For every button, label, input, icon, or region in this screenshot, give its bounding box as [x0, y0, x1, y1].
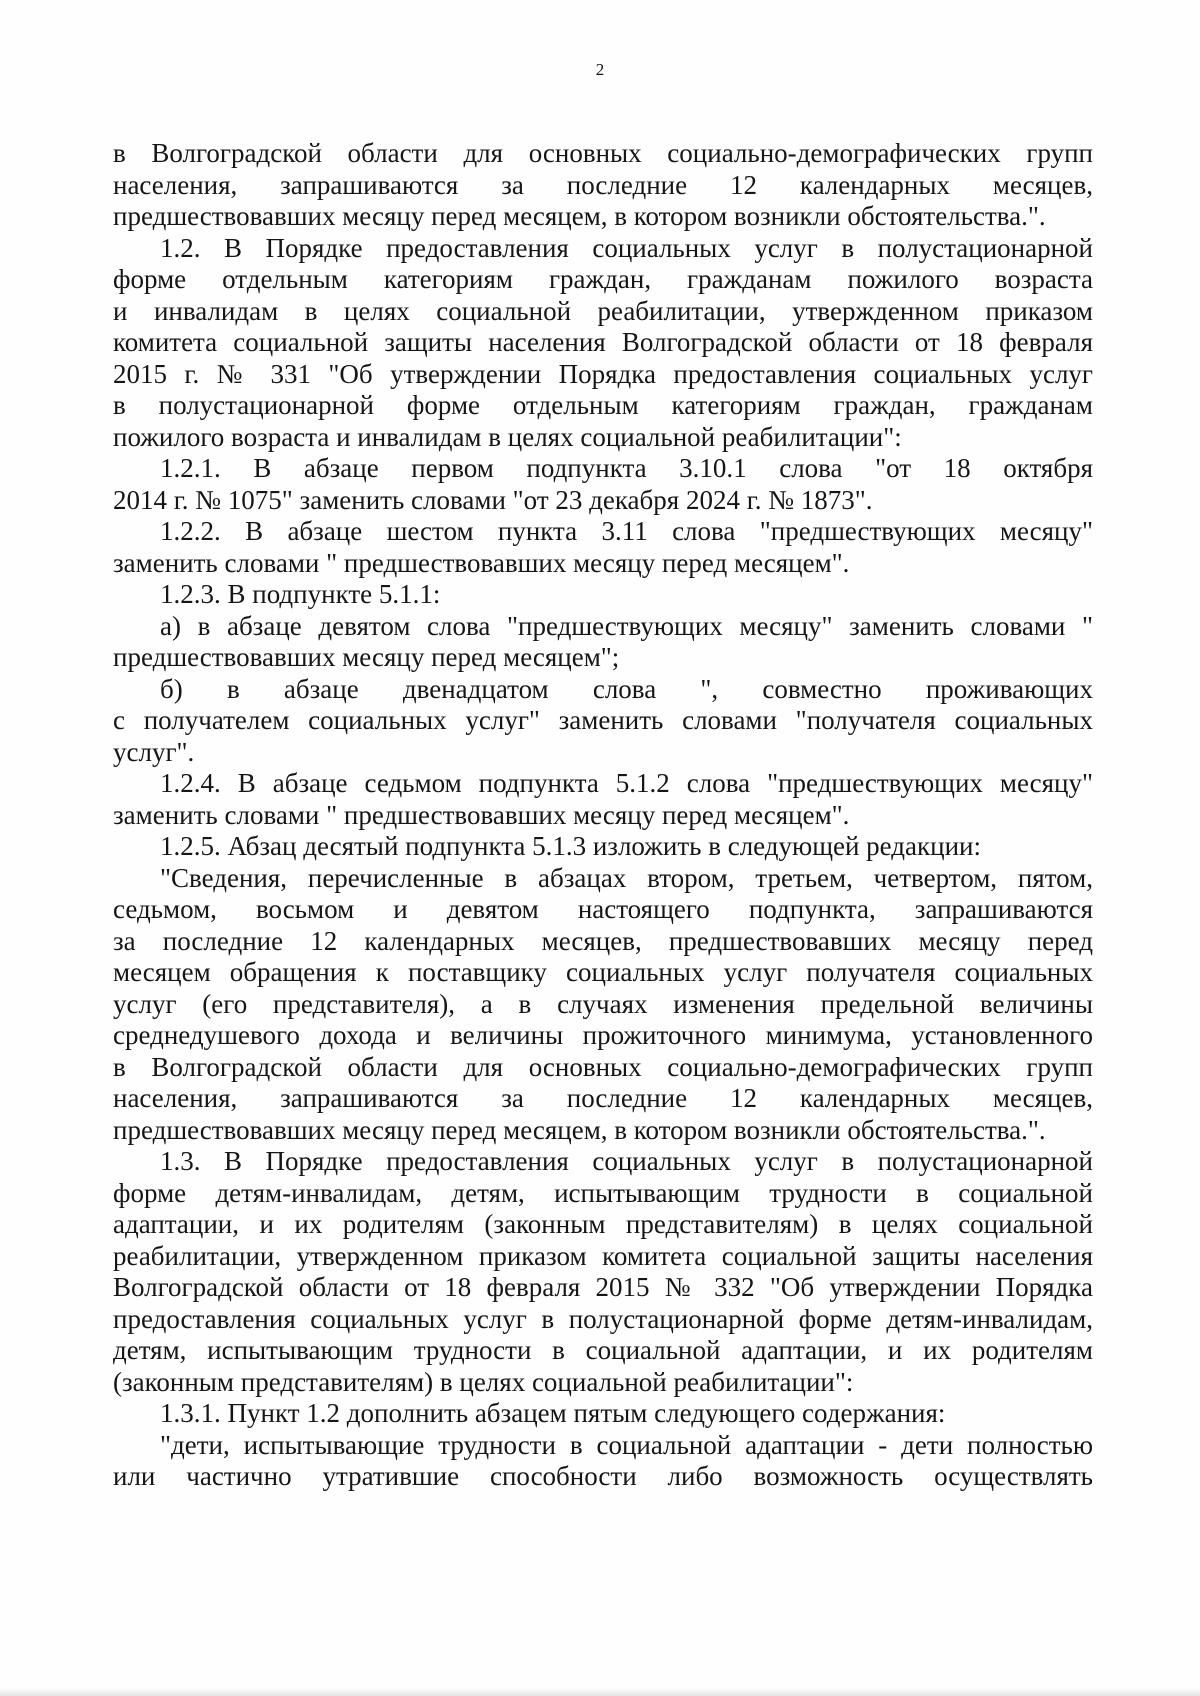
text-line: 2014 г. № 1075" заменить словами "от 23 декабря 2024 г. № 1873".: [113, 484, 873, 515]
text-line: детям, испытывающим трудности в социальной адаптации, и их родителям: [113, 1335, 1093, 1365]
text-line: предшествовавших месяцу перед месяцем, в котором возникли обстоятельства.".: [113, 201, 1046, 231]
page-number: 2: [595, 60, 605, 79]
text-line: предшествовавших месяцу перед месяцем, в котором возникли обстоятельства.".: [113, 1114, 1046, 1145]
text-line: и инвалидам в целях социальной реабилитации, утвержденном приказом: [113, 295, 1093, 326]
text-line: или частично утратившие способности либо возможность осуществлять: [113, 1461, 1093, 1491]
text-line: седьмом, восьмом и девятом настоящего подпункта, запрашиваются: [113, 894, 1093, 924]
text-line: "дети, испытывающие трудности в социальной адаптации - дети полностью: [160, 1429, 1093, 1460]
text-line: Волгоградской области от 18 февраля 2015 № 332 "Об утверждении Порядка: [113, 1272, 1093, 1302]
text-line: в полустационарной форме отдельным категориям граждан, гражданам: [113, 390, 1093, 420]
text-line: населения, запрашиваются за последние 12 календарных месяцев,: [113, 1083, 1093, 1113]
text-line: услуг".: [113, 736, 195, 767]
text-line: форме отдельным категориям граждан, гражданам пожилого возраста: [113, 264, 1093, 294]
scan-bottom-edge: [0, 1688, 1200, 1696]
text-line: форме детям-инвалидам, детям, испытывающим трудности в социальной: [113, 1177, 1093, 1208]
text-line: среднедушевого дохода и величины прожиточного минимума, установленного: [113, 1020, 1093, 1050]
text-line: 1.2.5. Абзац десятый подпункта 5.1.3 изложить в следующей редакции:: [160, 831, 981, 861]
text-line: пожилого возраста и инвалидам в целях социальной реабилитации":: [113, 421, 902, 452]
text-line: предшествовавших месяцу перед месяцем";: [113, 642, 620, 672]
text-line: месяцем обращения к поставщику социальных услуг получателя социальных: [113, 957, 1093, 987]
text-line: услуг (его представителя), а в случаях изменения предельной величины: [113, 988, 1093, 1019]
text-line: заменить словами " предшествовавших месяцу перед месяцем".: [113, 799, 850, 830]
document-body: [113, 138, 1093, 1493]
text-line: 1.2.2. В абзаце шестом пункта 3.11 слова "предшествующих месяцу": [160, 516, 1093, 546]
text-line: 1.2.1. В абзаце первом подпункта 3.10.1 слова "от 18 октября: [160, 453, 1093, 483]
text-line: реабилитации, утвержденном приказом комитета социальной защиты населения: [113, 1240, 1093, 1271]
text-line: а) в абзаце девятом слова "предшествующих месяцу" заменить словами ": [160, 610, 1093, 641]
text-line: 1.2.4. В абзаце седьмом подпункта 5.1.2 слова "предшествующих месяцу": [160, 768, 1093, 798]
text-line: "Сведения, перечисленные в абзацах втором, третьем, четвертом, пятом,: [160, 862, 1093, 893]
text-line: 1.3. В Порядке предоставления социальных услуг в полустационарной: [160, 1146, 1093, 1176]
text-line: 1.3.1. Пункт 1.2 дополнить абзацем пятым следующего содержания:: [160, 1398, 946, 1428]
text-line: 2015 г. № 331 "Об утверждении Порядка предоставления социальных услуг: [113, 358, 1093, 389]
text-line: б) в абзаце двенадцатом слова ", совместно проживающих: [160, 673, 1093, 704]
text-line: 1.2. В Порядке предоставления социальных услуг в полустационарной: [160, 232, 1093, 263]
text-line: (законным представителям) в целях социальной реабилитации":: [113, 1366, 854, 1397]
text-line: населения, запрашиваются за последние 12 календарных месяцев,: [113, 169, 1093, 200]
text-line: за последние 12 календарных месяцев, предшествовавших месяцу перед: [113, 925, 1093, 956]
text-line: комитета социальной защиты населения Волгоградской области от 18 февраля: [113, 327, 1093, 357]
text-line: адаптации, и их родителям (законным представителям) в целях социальной: [113, 1209, 1093, 1239]
text-line: предоставления социальных услуг в полустационарной форме детям-инвалидам,: [113, 1303, 1093, 1334]
text-line: заменить словами " предшествовавших месяцу перед месяцем".: [113, 547, 850, 578]
text-line: с получателем социальных услуг" заменить словами "получателя социальных: [113, 705, 1093, 735]
text-line: в Волгоградской области для основных социально-демографических групп: [113, 138, 1093, 168]
text-line: 1.2.3. В подпункте 5.1.1:: [160, 579, 441, 609]
text-line: в Волгоградской области для основных социально-демографических групп: [113, 1051, 1093, 1082]
